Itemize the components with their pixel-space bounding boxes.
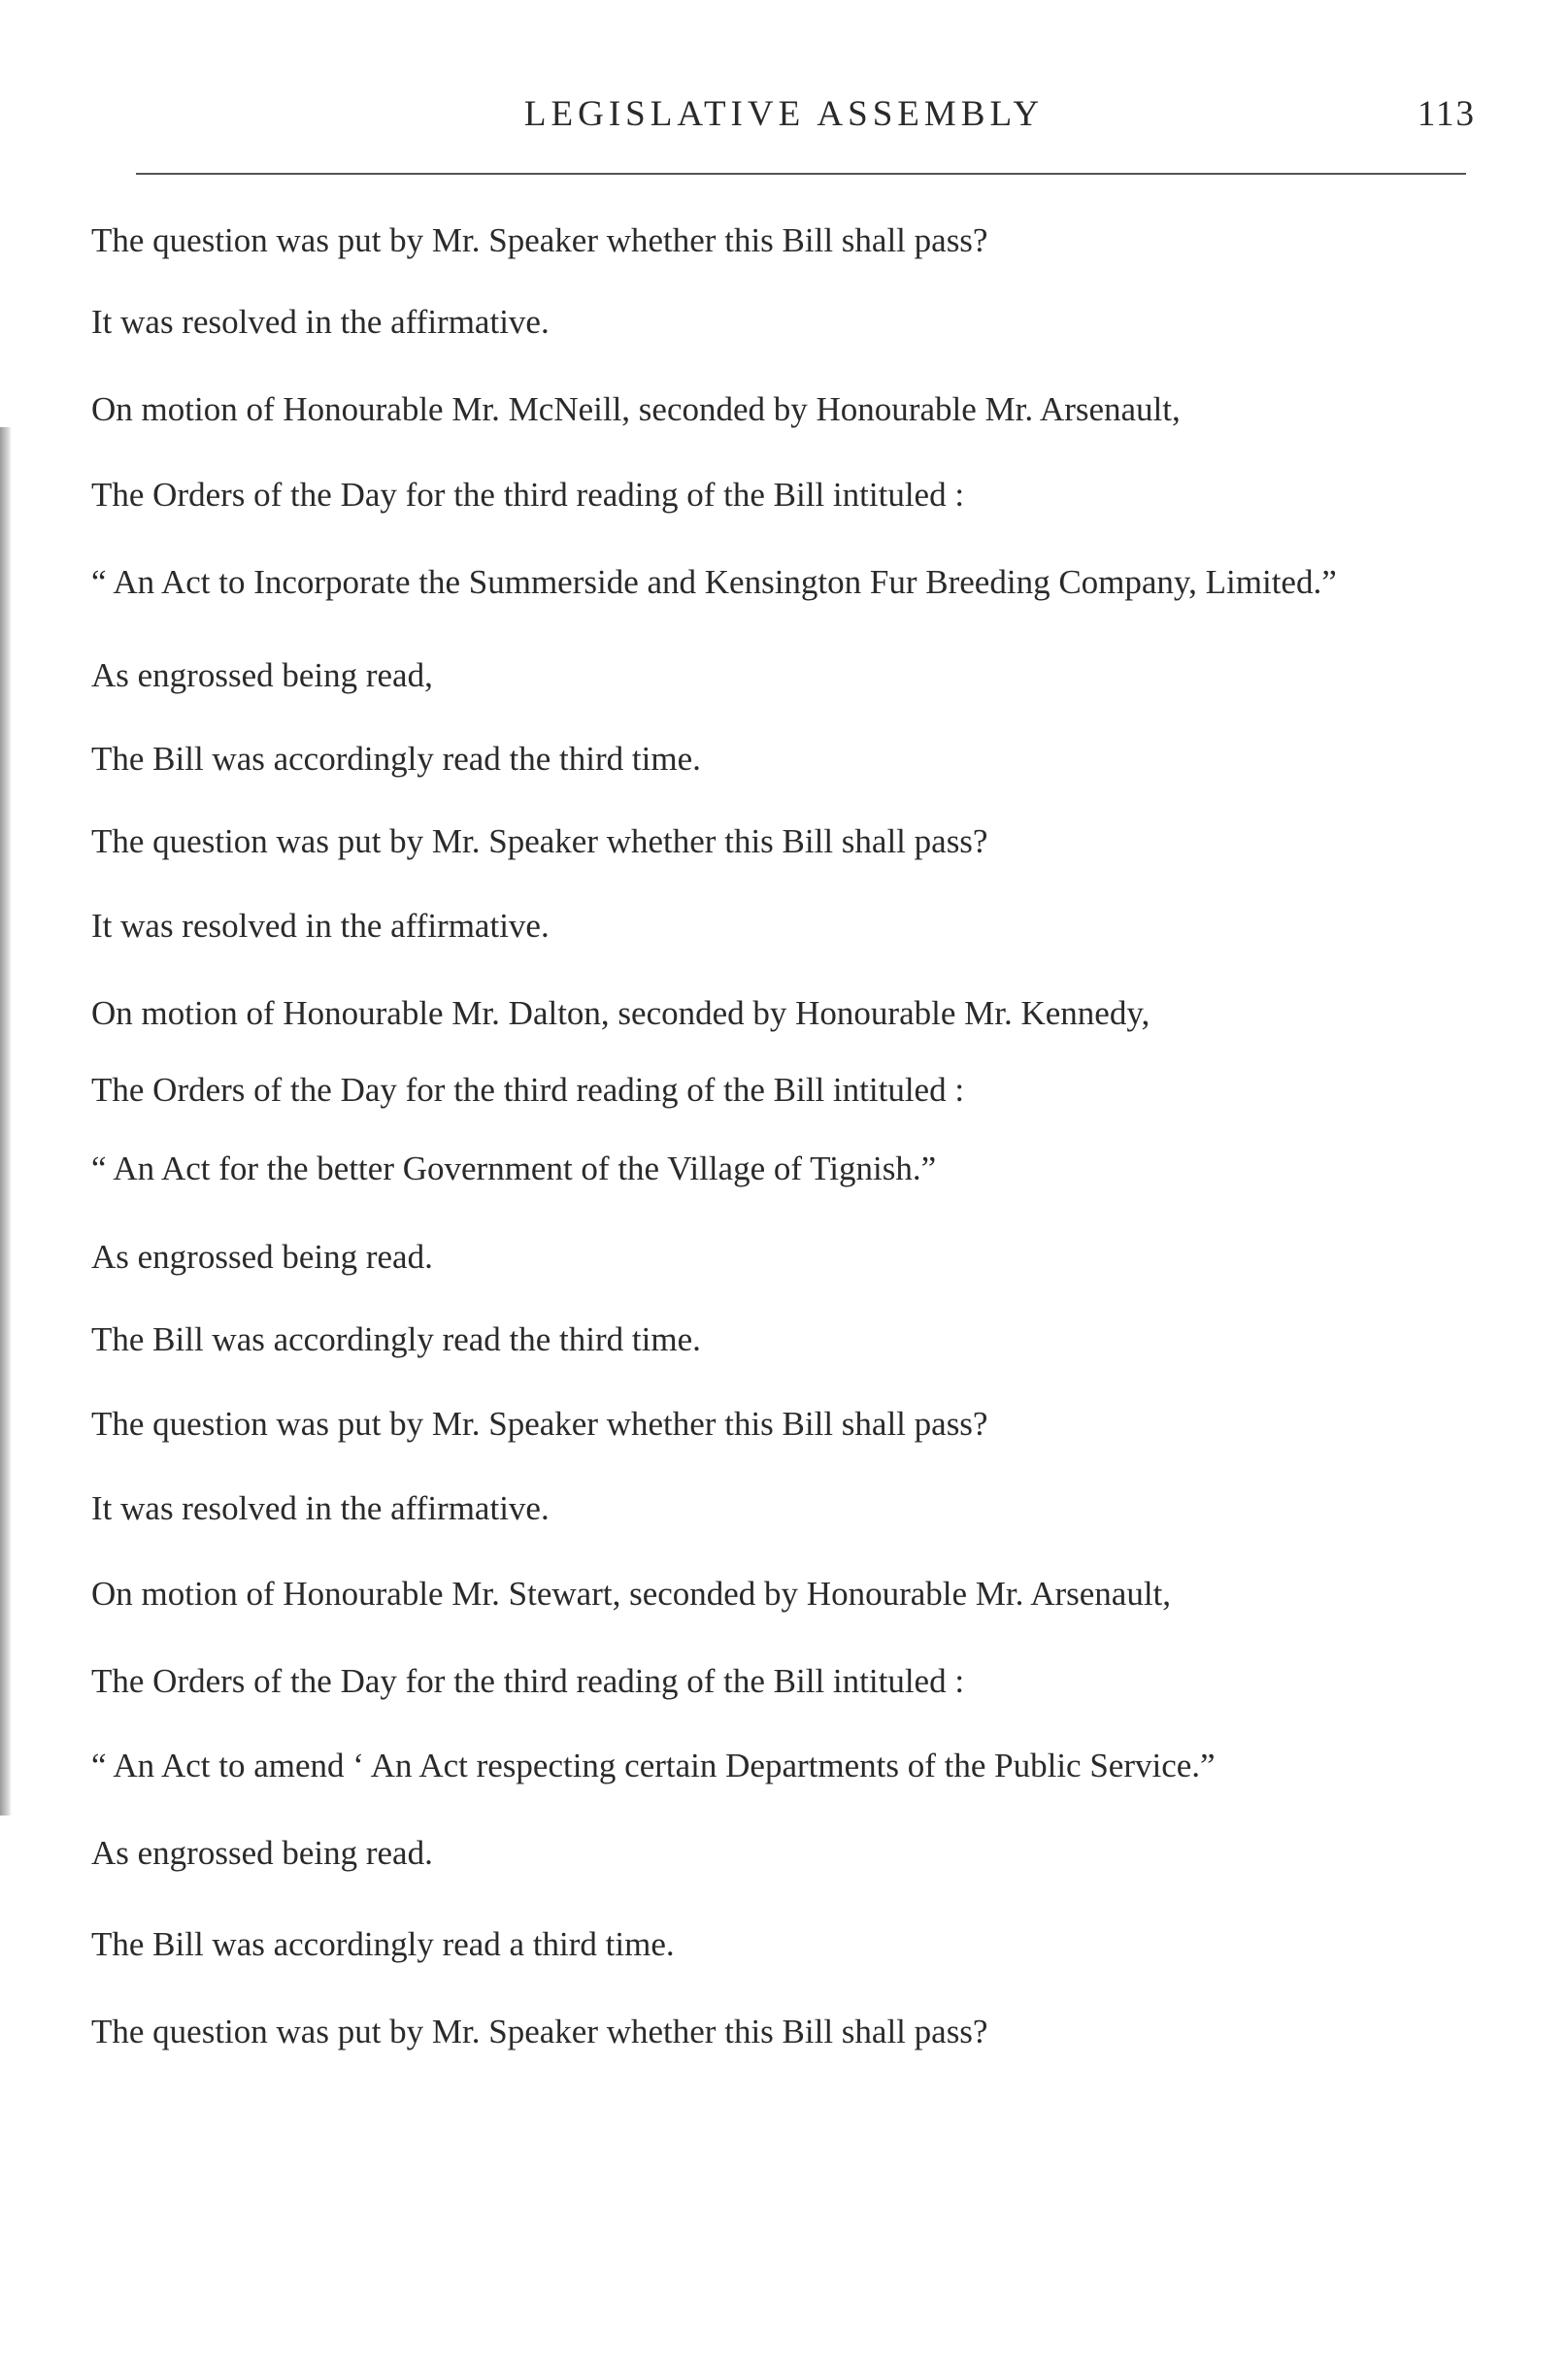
paragraph: The question was put by Mr. Speaker whether this Bill shall pass? — [91, 1405, 988, 1443]
paragraph: On motion of Honourable Mr. Stewart, seconded by Honourable Mr. Arsenault, — [91, 1575, 1172, 1613]
paragraph: As engrossed being read, — [91, 656, 433, 694]
paragraph: “ An Act to amend ‘ An Act respecting certain Departments of the Public Service.” — [91, 1747, 1216, 1784]
paragraph: The question was put by Mr. Speaker whether this Bill shall pass? — [91, 221, 988, 259]
paragraph: On motion of Honourable Mr. McNeill, seconded by Honourable Mr. Arsenault, — [91, 390, 1181, 428]
paragraph: It was resolved in the affirmative. — [91, 1489, 550, 1527]
paragraph: The Orders of the Day for the third reading of the Bill intituled : — [91, 1071, 965, 1109]
running-head — [0, 93, 1568, 142]
running-title: LEGISLATIVE ASSEMBLY — [523, 94, 1045, 134]
paragraph: The Bill was accordingly read a third time. — [91, 1925, 675, 1963]
paragraph: The Orders of the Day for the third reading of the Bill intituled : — [91, 476, 965, 514]
paragraph: “ An Act to Incorporate the Summerside and Kensington Fur Breeding Company, Limited.” — [91, 563, 1337, 601]
paragraph: The question was put by Mr. Speaker whether this Bill shall pass? — [91, 2013, 988, 2050]
paragraph: It was resolved in the affirmative. — [91, 303, 550, 341]
header-rule — [136, 173, 1466, 175]
paragraph: On motion of Honourable Mr. Dalton, seconded by Honourable Mr. Kennedy, — [91, 994, 1151, 1032]
page-number: 113 — [1417, 94, 1476, 134]
body-text — [12, 216, 1487, 2057]
paragraph: The Bill was accordingly read the third time. — [91, 740, 701, 778]
paragraph: It was resolved in the affirmative. — [91, 907, 550, 945]
binding-shadow — [0, 427, 12, 1816]
paragraph: As engrossed being read. — [91, 1238, 433, 1276]
paragraph: The question was put by Mr. Speaker whether this Bill shall pass? — [91, 822, 988, 860]
paragraph: “ An Act for the better Government of the Village of Tignish.” — [91, 1150, 937, 1187]
paragraph: The Bill was accordingly read the third time. — [91, 1320, 701, 1358]
paragraph: The Orders of the Day for the third reading of the Bill intituled : — [91, 1662, 965, 1700]
paragraph: As engrossed being read. — [91, 1834, 433, 1872]
